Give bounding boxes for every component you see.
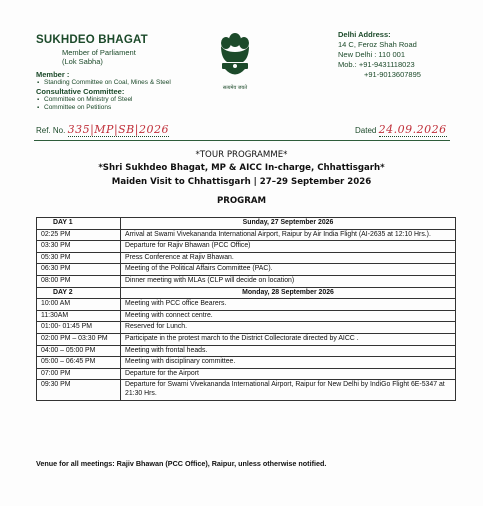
schedule-time: 06:30 PM [37,264,121,276]
day-date: Sunday, 27 September 2026 [121,218,456,230]
schedule-time: 08:00 PM [37,275,121,287]
national-emblem-icon [215,30,255,84]
tour-subtitle: *Shri Sukhdeo Bhagat, MP & AICC In-charge, Chhattisgarh* [98,163,385,173]
role-line-2: (Lok Sabha) [62,57,103,66]
day-label: DAY 1 [37,218,121,230]
delhi-address-title: Delhi Address: [338,30,391,39]
venue-note: Venue for all meetings: Rajiv Bhawan (PCC Office), Raipur, unless otherwise notified. [36,459,327,468]
table-row [37,241,456,253]
schedule-event: Meeting with frontal heads. [121,345,456,357]
schedule-event: Participate in the protest march to the District Collectorate directed by AICC . [121,333,456,345]
table-row [37,345,456,357]
dated-label: Dated [355,126,377,135]
day-header-row [37,218,456,230]
schedule-event: Reserved for Lunch. [121,322,456,334]
table-row [37,357,456,369]
consultative-item: ▪ Committee on Petitions [36,104,216,112]
program-heading: PROGRAM [216,196,267,206]
schedule-event: Press Conference at Rajiv Bhawan. [121,252,456,264]
mobile-line-1: Mob.: +91-9431118023 [338,60,415,69]
schedule-time: 01:00- 01:45 PM [37,322,121,334]
schedule-event: Meeting with PCC office Bearers. [121,299,456,311]
visit-heading: Maiden Visit to Chhattisgarh | 27–29 September 2026 [111,177,372,187]
table-row [37,252,456,264]
schedule-time: 02:25 PM [37,229,121,241]
schedule-event: Meeting of the Political Affairs Committee (PAC). [121,264,456,276]
schedule-event: Dinner meeting with MLAs (CLP will decide on location) [121,275,456,287]
schedule-time: 05:30 PM [37,252,121,264]
address-line-2: New Delhi : 110 001 [338,50,405,59]
role-line-1: Member of Parliament [62,48,136,57]
mp-name: SUKHDEO BHAGAT [36,34,148,46]
schedule-time: 04:00 – 05:00 PM [37,345,121,357]
ref-number-handwritten: 335|MP|SB|2026 [67,123,169,136]
schedule-event: Departure for Swami Vivekananda International Airport, Raipur for New Delhi by IndiGo Flight 6E-5347 at 21:30 Hrs. [121,380,456,400]
table-row [37,310,456,322]
schedule-event: Departure for the Airport [121,368,456,380]
schedule-table [36,217,456,401]
date-handwritten: 24.09.2026 [378,123,447,136]
table-row [37,264,456,276]
table-row [37,275,456,287]
schedule-time: 10:00 AM [37,299,121,311]
ref-label: Ref. No. [36,126,66,135]
member-label: Member : [36,70,70,79]
schedule-time: 09:30 PM [37,380,121,400]
table-row [37,299,456,311]
schedule-time: 07:00 PM [37,368,121,380]
letterhead-right [338,30,478,80]
schedule-event: Meeting with disciplinary committee. [121,357,456,369]
schedule-event: Meeting with connect centre. [121,310,456,322]
table-row [37,368,456,380]
day-header-row [37,287,456,299]
mp-role [62,48,216,66]
day-date: Monday, 28 September 2026 [121,287,456,299]
ref-number-row [36,123,169,137]
schedule-time: 05:00 – 06:45 PM [37,357,121,369]
address-line-1: 14 C, Feroz Shah Road [338,40,417,49]
table-row [37,380,456,400]
emblem-caption: सत्यमेव जयते [222,85,248,91]
consultative-label: Consultative Committee: [36,87,125,96]
member-item: ▪ Standing Committee on Coal, Mines & Steel [36,79,216,87]
consultative-item: ▪ Committee on Ministry of Steel [36,96,216,104]
mobile-line-2: +91-9013607895 [364,70,421,79]
letterhead-divider [34,140,450,141]
table-row [37,333,456,345]
schedule-time: 11:30AM [37,310,121,322]
schedule-event: Departure for Rajiv Bhawan (PCC Office) [121,241,456,253]
tour-programme-title: *TOUR PROGRAMME* [195,150,288,160]
table-row [37,322,456,334]
schedule-event: Arrival at Swami Vivekananda International Airport, Raipur by Air India Flight (AI-2635 at 12:10 Hrs.). [121,229,456,241]
letterhead-left [36,34,216,112]
dated-row [355,123,447,137]
schedule-time: 02:00 PM – 03:30 PM [37,333,121,345]
schedule-time: 03:30 PM [37,241,121,253]
table-row [37,229,456,241]
day-label: DAY 2 [37,287,121,299]
